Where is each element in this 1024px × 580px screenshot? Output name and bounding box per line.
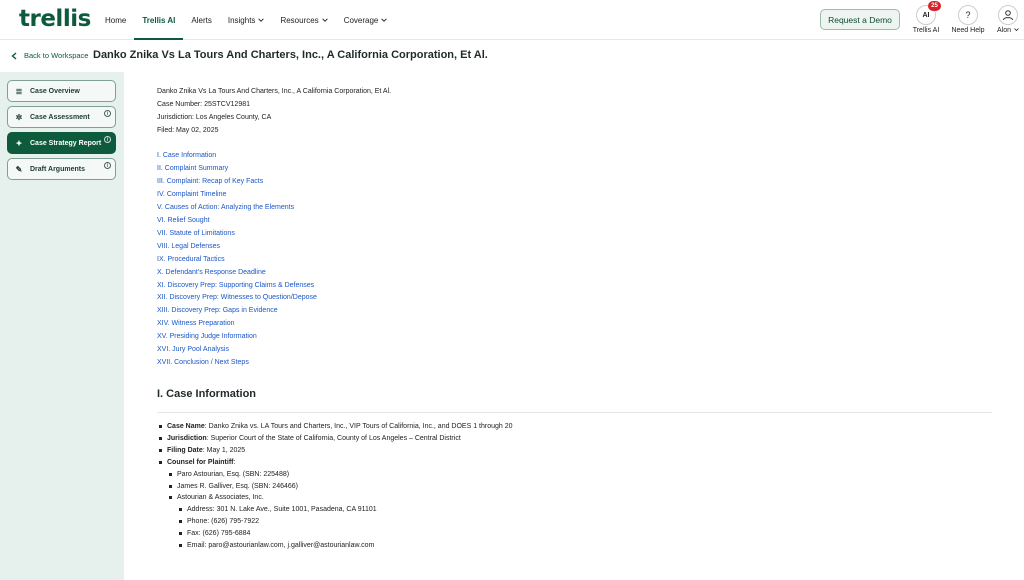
toc-link[interactable]: XII. Discovery Prep: Witnesses to Question/Depose — [157, 294, 317, 302]
case-name-value: : Danko Znika vs. LA Tours and Charters, Inc., VIP Tours of California, Inc., and DOES 1 through 20 — [204, 423, 513, 430]
case-name-label: Case Name — [167, 423, 205, 430]
nav-coverage[interactable] — [336, 0, 396, 40]
page-title: Danko Znika Vs La Tours And Charters, Inc., A California Corporation, Et Al. — [93, 49, 488, 61]
back-label: Back to Workspace — [24, 51, 89, 60]
back-to-workspace-link[interactable] — [11, 51, 88, 60]
toc-link[interactable]: XI. Discovery Prep: Supporting Claims & Defenses — [157, 281, 315, 289]
trellis-ai-label: Trellis AI — [912, 27, 940, 34]
ai-icon — [916, 5, 936, 25]
list-item: Fax: (626) 795-6884 — [157, 528, 513, 540]
toc-link[interactable]: III. Complaint: Recap of Key Facts — [157, 177, 264, 185]
counsel-label: Counsel for Plaintiff — [167, 458, 234, 466]
user-label — [990, 27, 1024, 34]
case-meta — [157, 85, 391, 137]
user-menu[interactable] — [990, 5, 1024, 34]
nav-coverage-label: Coverage — [343, 15, 379, 25]
chevron-left-icon — [11, 52, 17, 60]
magic-icon: ✦ — [15, 138, 23, 148]
list-item: James R. Galliver, Esq. (SBN: 246466) — [157, 481, 513, 493]
need-help-label: Need Help — [951, 27, 985, 34]
toc-link[interactable]: I. Case Information — [157, 152, 217, 159]
toc-link[interactable]: XV. Presiding Judge Information — [157, 333, 257, 341]
case-info-list — [157, 421, 513, 552]
trellis-ai-tool[interactable] — [908, 5, 944, 34]
nav-home[interactable]: Home — [105, 15, 127, 25]
jurisdiction-value: : Superior Court of the State of California, County of Los Angeles – Central District — [206, 434, 461, 442]
meta-case-number: Case Number: 25STCV12981 — [157, 101, 250, 108]
chevron-down-icon — [322, 17, 328, 23]
ai-glyph: AI — [922, 11, 930, 19]
help-icon: ? — [958, 5, 978, 25]
toc-link[interactable]: VIII. Legal Defenses — [157, 242, 221, 250]
need-help-tool[interactable] — [950, 5, 986, 34]
jurisdiction-label: Jurisdiction — [167, 434, 207, 442]
nav-resources[interactable] — [272, 0, 335, 40]
top-navigation — [0, 0, 1024, 40]
toc-link[interactable]: X. Defendant's Response Deadline — [157, 268, 266, 276]
meta-title: Danko Znika Vs La Tours And Charters, Inc., A California Corporation, Et Al. — [157, 88, 392, 95]
info-icon[interactable]: i — [104, 110, 111, 117]
list-item: Paro Astourian, Esq. (SBN: 225488) — [157, 469, 513, 481]
info-icon[interactable]: i — [104, 136, 111, 143]
sparkle-icon: ✲ — [15, 112, 23, 122]
list-item: Astourian & Associates, Inc. — [157, 492, 513, 504]
sidebar-item-case-assessment[interactable] — [7, 106, 116, 128]
filing-date-label: Filing Date — [167, 446, 203, 454]
filing-date-value: : May 1, 2025 — [202, 446, 246, 454]
nav-insights[interactable] — [220, 0, 273, 40]
info-icon[interactable]: i — [104, 162, 111, 169]
toc-link[interactable]: XVII. Conclusion / Next Steps — [157, 359, 249, 367]
meta-filed: Filed: May 02, 2025 — [157, 127, 219, 134]
chevron-down-icon — [258, 17, 264, 23]
sidebar-item-draft-arguments[interactable] — [7, 158, 116, 180]
sidebar-item-case-strategy-report[interactable] — [7, 132, 116, 154]
nav-insights-label: Insights — [227, 15, 256, 25]
chevron-down-icon — [1014, 27, 1019, 32]
toc-link[interactable]: VII. Statute of Limitations — [157, 229, 235, 237]
list-item: Email: paro@astourianlaw.com, j.galliver@astourianlaw.com — [157, 540, 513, 552]
list-item: Address: 301 N. Lake Ave., Suite 1001, Pasadena, CA 91101 — [157, 504, 513, 516]
person-glyph — [1002, 9, 1014, 21]
toc-link[interactable]: IV. Complaint Timeline — [157, 190, 227, 198]
report-content — [124, 72, 1024, 580]
toc-link[interactable]: VI. Relief Sought — [157, 216, 210, 224]
list-item — [157, 445, 513, 457]
toc-link[interactable]: XIII. Discovery Prep: Gaps in Evidence — [157, 307, 278, 315]
toc-link[interactable]: XVI. Jury Pool Analysis — [157, 346, 229, 354]
meta-jurisdiction: Jurisdiction: Los Angeles County, CA — [157, 114, 272, 121]
sidebar — [0, 72, 124, 580]
sidebar-item-label: Case Assessment — [30, 113, 90, 121]
sidebar-item-label: Case Strategy Report — [30, 139, 102, 147]
user-icon — [998, 5, 1018, 25]
toc-link[interactable]: XIV. Witness Preparation — [157, 320, 235, 328]
trellis-logo[interactable]: trellis — [19, 6, 91, 32]
document-icon: ≣ — [15, 86, 23, 96]
user-name: Alon — [997, 27, 1012, 34]
divider — [157, 412, 992, 413]
pen-icon: ✎ — [15, 164, 23, 174]
list-item: Phone: (626) 795-7922 — [157, 516, 513, 528]
sidebar-item-label: Draft Arguments — [30, 165, 85, 173]
case-header — [0, 40, 1024, 72]
counsel-colon: : — [233, 458, 236, 466]
nav-trellis-ai[interactable]: Trellis AI — [134, 0, 183, 40]
toc-link[interactable]: V. Causes of Action: Analyzing the Elements — [157, 203, 295, 211]
nav-alerts[interactable]: Alerts — [191, 15, 212, 25]
section-heading: I. Case Information — [157, 388, 257, 400]
sidebar-item-case-overview[interactable] — [7, 80, 116, 102]
toc-link[interactable]: II. Complaint Summary — [157, 164, 229, 172]
request-demo-button[interactable]: Request a Demo — [820, 9, 900, 30]
notification-badge: 25 — [928, 1, 941, 11]
table-of-contents — [157, 150, 317, 370]
nav-resources-label: Resources — [280, 15, 319, 25]
nav-links — [97, 0, 395, 40]
list-item — [157, 457, 513, 469]
chevron-down-icon — [381, 17, 387, 23]
list-item — [157, 421, 513, 433]
list-item — [157, 433, 513, 445]
toc-link[interactable]: IX. Procedural Tactics — [157, 255, 225, 263]
sidebar-item-label: Case Overview — [30, 87, 80, 95]
